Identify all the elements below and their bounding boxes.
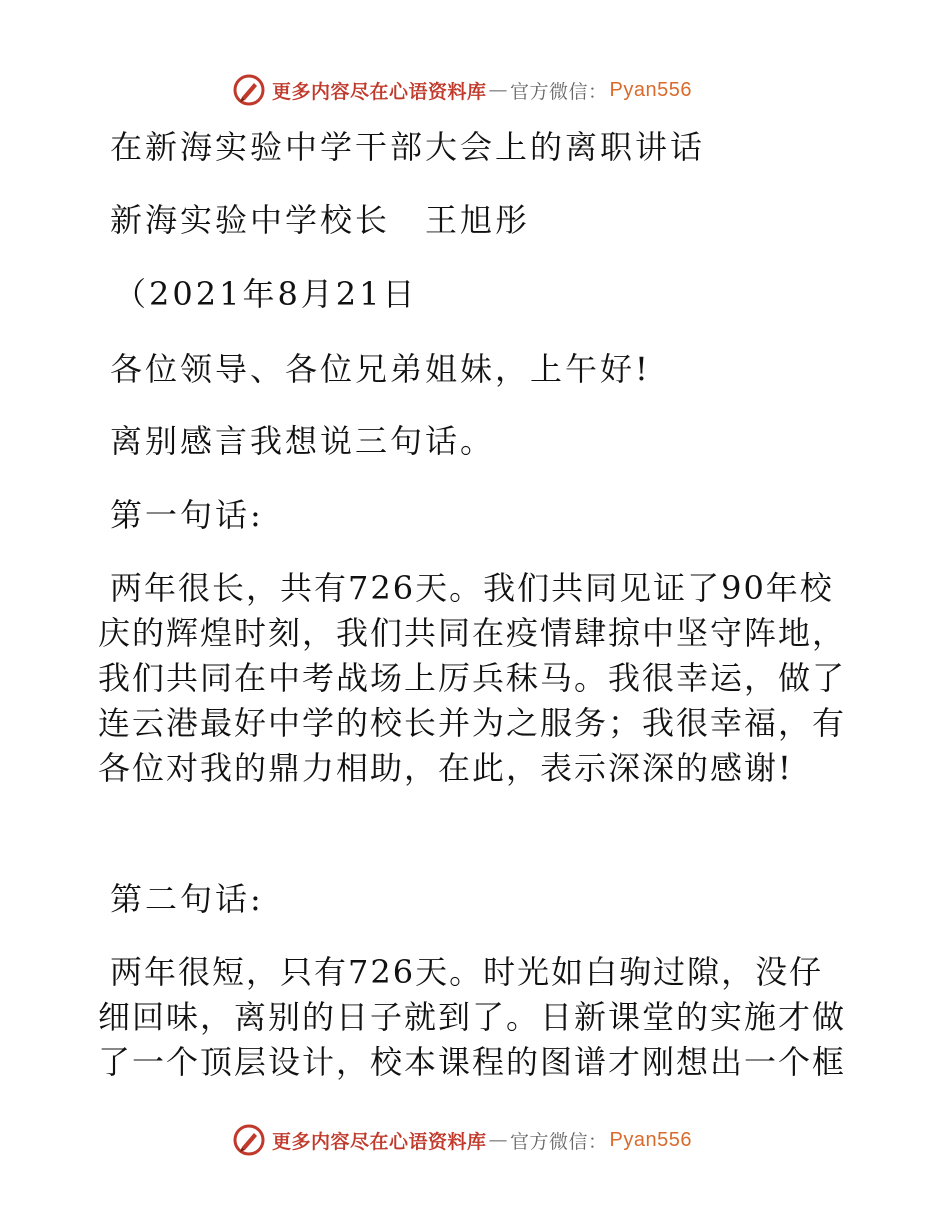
watermark-footer	[232, 1122, 692, 1158]
watermark-text: 更多内容尽在心语资料库	[272, 1130, 487, 1153]
intro-text: 离别感言我想说三句话。	[110, 422, 496, 460]
paragraph-line: 我们共同在中考战场上厉兵秣马。我很幸运，做了	[98, 659, 847, 697]
paragraph-line: 了一个顶层设计，校本课程的图谱才刚想出一个框	[98, 1043, 847, 1081]
paragraph-1	[98, 566, 858, 791]
paragraph-line: 细回味，离别的日子就到了。日新课堂的实施才做	[98, 998, 847, 1036]
watermark-label: 官方微信：	[510, 80, 608, 103]
pen-logo-icon	[232, 73, 266, 107]
paragraph-line: 两年很短，只有726天。时光如白驹过隙，没仔	[110, 953, 824, 991]
paragraph-line: 庆的辉煌时刻，我们共同在疫情肆掠中坚守阵地，	[98, 614, 847, 652]
greeting: 各位领导、各位兄弟姐妹，上午好!	[110, 350, 651, 388]
paragraph-line: 连云港最好中学的校长并为之服务；我很幸福，有	[98, 704, 847, 742]
document-title: 在新海实验中学干部大会上的离职讲话	[110, 128, 706, 166]
watermark-wechat-id: Pyan556	[609, 78, 692, 101]
pen-logo-icon	[232, 1123, 266, 1157]
watermark-separator: —	[488, 79, 509, 101]
watermark-separator: —	[488, 1129, 509, 1151]
watermark-header	[232, 72, 692, 108]
watermark-wechat-id: Pyan556	[609, 1128, 692, 1151]
document-date: （2021年8月21日	[114, 275, 418, 313]
paragraph-line: 两年很长，共有726天。我们共同见证了90年校	[110, 569, 834, 607]
paragraph-line: 各位对我的鼎力相助，在此，表示深深的感谢!	[98, 749, 793, 787]
section-heading-1: 第一句话:	[110, 496, 264, 534]
paragraph-2	[98, 950, 858, 1085]
watermark-text: 更多内容尽在心语资料库	[272, 80, 487, 103]
document-author: 新海实验中学校长 王旭彤	[110, 201, 531, 239]
section-heading-2: 第二句话:	[110, 880, 264, 918]
watermark-label: 官方微信：	[510, 1130, 608, 1153]
